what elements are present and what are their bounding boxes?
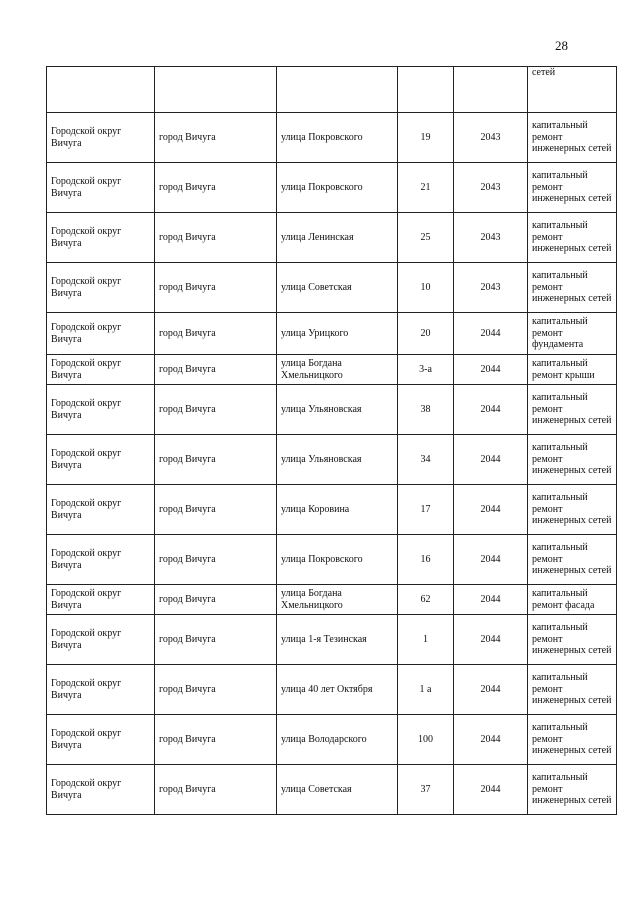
page-number: 28 [555,38,568,53]
district-cell [47,67,155,113]
district-cell: Городской округ Вичуга [47,615,155,665]
street-cell: улица Покровского [277,113,398,163]
work-cell: капитальный ремонт инженерных сетей [528,213,617,263]
table-row [47,355,617,385]
year-cell: 2044 [454,715,528,765]
city-cell: город Вичуга [155,585,277,615]
work-cell: капитальный ремонт фундамента [528,313,617,355]
work-cell: капитальный ремонт инженерных сетей [528,435,617,485]
house-cell: 34 [398,435,454,485]
city-cell: город Вичуга [155,163,277,213]
table-row [47,485,617,535]
street-cell [277,67,398,113]
work-cell: капитальный ремонт фасада [528,585,617,615]
table-row [47,585,617,615]
house-cell: 25 [398,213,454,263]
year-cell [454,67,528,113]
work-cell: капитальный ремонт инженерных сетей [528,385,617,435]
house-cell: 17 [398,485,454,535]
year-cell: 2044 [454,313,528,355]
table-row [47,385,617,435]
house-cell: 1 [398,615,454,665]
work-cell: капитальный ремонт инженерных сетей [528,263,617,313]
repair-schedule-table [46,66,617,815]
year-cell: 2043 [454,163,528,213]
house-cell: 38 [398,385,454,435]
table-row [47,163,617,213]
city-cell: город Вичуга [155,435,277,485]
district-cell: Городской округ Вичуга [47,665,155,715]
table-row [47,213,617,263]
city-cell: город Вичуга [155,113,277,163]
street-cell: улица Советская [277,765,398,815]
table-row [47,313,617,355]
table-row [47,113,617,163]
city-cell: город Вичуга [155,213,277,263]
street-cell: улица Покровского [277,163,398,213]
year-cell: 2044 [454,615,528,665]
year-cell: 2044 [454,355,528,385]
table-row [47,263,617,313]
house-cell: 20 [398,313,454,355]
city-cell: город Вичуга [155,715,277,765]
district-cell: Городской округ Вичуга [47,485,155,535]
city-cell: город Вичуга [155,355,277,385]
city-cell: город Вичуга [155,615,277,665]
district-cell: Городской округ Вичуга [47,163,155,213]
house-cell: 21 [398,163,454,213]
house-cell: 19 [398,113,454,163]
city-cell: город Вичуга [155,665,277,715]
street-cell: улица Урицкого [277,313,398,355]
house-cell: 3-а [398,355,454,385]
district-cell: Городской округ Вичуга [47,355,155,385]
district-cell: Городской округ Вичуга [47,213,155,263]
house-cell: 10 [398,263,454,313]
house-cell [398,67,454,113]
street-cell: улица Богдана Хмельницкого [277,355,398,385]
district-cell: Городской округ Вичуга [47,313,155,355]
district-cell: Городской округ Вичуга [47,385,155,435]
house-cell: 1 а [398,665,454,715]
house-cell: 100 [398,715,454,765]
year-cell: 2044 [454,665,528,715]
district-cell: Городской округ Вичуга [47,113,155,163]
street-cell: улица 40 лет Октября [277,665,398,715]
table-row [47,615,617,665]
house-cell: 62 [398,585,454,615]
street-cell: улица Советская [277,263,398,313]
street-cell: улица Покровского [277,535,398,585]
street-cell: улица Ульяновская [277,385,398,435]
year-cell: 2044 [454,435,528,485]
work-cell: капитальный ремонт инженерных сетей [528,535,617,585]
house-cell: 16 [398,535,454,585]
work-cell: капитальный ремонт инженерных сетей [528,485,617,535]
district-cell: Городской округ Вичуга [47,535,155,585]
table-row [47,765,617,815]
table-row-continued [47,67,617,113]
work-cell: капитальный ремонт инженерных сетей [528,113,617,163]
table-row [47,715,617,765]
district-cell: Городской округ Вичуга [47,715,155,765]
year-cell: 2043 [454,213,528,263]
street-cell: улица Ульяновская [277,435,398,485]
city-cell [155,67,277,113]
table-row [47,535,617,585]
city-cell: город Вичуга [155,765,277,815]
table-row [47,665,617,715]
work-cell: сетей [528,67,617,113]
work-cell: капитальный ремонт инженерных сетей [528,163,617,213]
district-cell: Городской округ Вичуга [47,435,155,485]
city-cell: город Вичуга [155,263,277,313]
year-cell: 2044 [454,585,528,615]
work-cell: капитальный ремонт инженерных сетей [528,615,617,665]
district-cell: Городской округ Вичуга [47,585,155,615]
street-cell: улица Володарского [277,715,398,765]
district-cell: Городской округ Вичуга [47,765,155,815]
work-cell: капитальный ремонт инженерных сетей [528,715,617,765]
street-cell: улица Коровина [277,485,398,535]
year-cell: 2044 [454,535,528,585]
year-cell: 2044 [454,385,528,435]
work-cell: капитальный ремонт инженерных сетей [528,665,617,715]
city-cell: город Вичуга [155,485,277,535]
city-cell: город Вичуга [155,313,277,355]
city-cell: город Вичуга [155,385,277,435]
district-cell: Городской округ Вичуга [47,263,155,313]
year-cell: 2043 [454,263,528,313]
street-cell: улица Богдана Хмельницкого [277,585,398,615]
house-cell: 37 [398,765,454,815]
work-cell: капитальный ремонт инженерных сетей [528,765,617,815]
city-cell: город Вичуга [155,535,277,585]
year-cell: 2044 [454,765,528,815]
street-cell: улица 1-я Тезинская [277,615,398,665]
year-cell: 2044 [454,485,528,535]
street-cell: улица Ленинская [277,213,398,263]
table-row [47,435,617,485]
work-cell: капитальный ремонт крыши [528,355,617,385]
year-cell: 2043 [454,113,528,163]
